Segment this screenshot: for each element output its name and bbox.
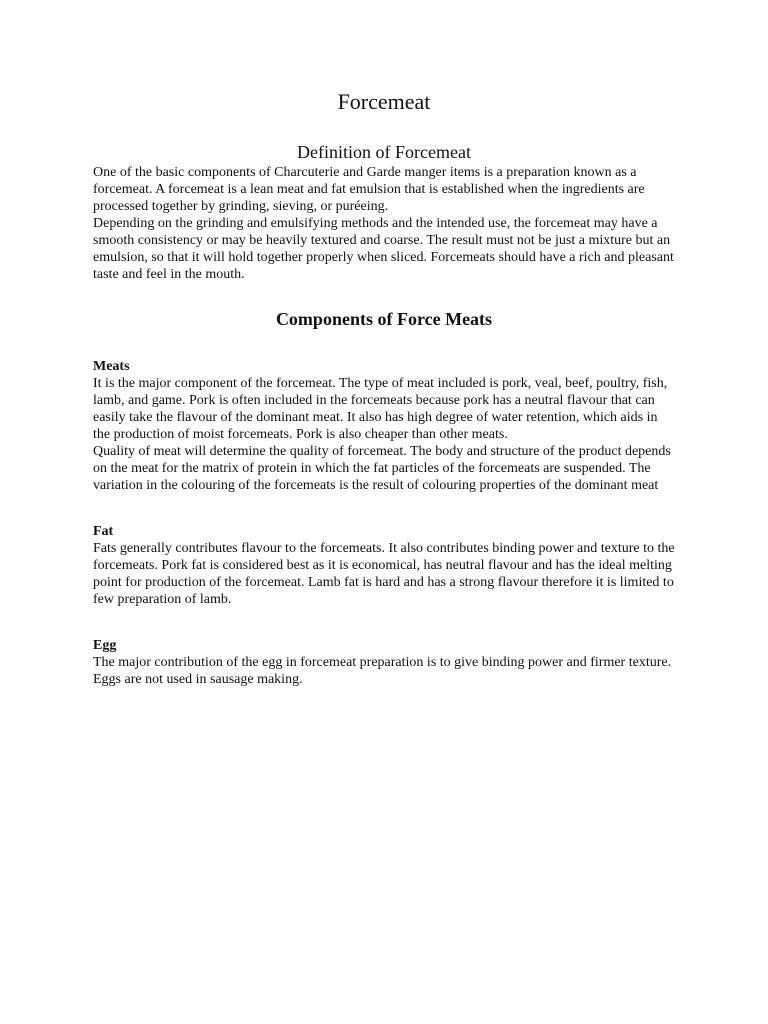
egg-heading: Egg (93, 638, 117, 653)
page-title: Forcemeat (337, 89, 431, 114)
components-heading: Components of Force Meats (275, 309, 493, 329)
meats-heading: Meats (93, 359, 130, 374)
fat-paragraph: Fats generally contributes flavour to the forcemeats. It also contributes binding power and texture to the forcemeats. Pork fat is considered best as it is economical, has neutral flavour and has the ideal melting point for production of the forcemeat. Lamb fat is hard and has a strong flavour therefore it is limited to few preparation of lamb. (93, 541, 675, 607)
fat-heading: Fat (93, 524, 114, 539)
meats-paragraph-1: It is the major component of the forcemeat. The type of meat included is pork, veal, beef, poultry, fish, lamb, and game. Pork is often included in the forcemeats because pork has a neutral flavour that can easily take the flavour of the dominant meat. It also has high degree of water retention, which aids in the production of moist forcemeats. Pork is also cheaper than other meats. (93, 376, 668, 442)
definition-heading: Definition of Forcemeat (297, 142, 471, 162)
definition-paragraph-2: Depending on the grinding and emulsifying methods and the intended use, the forcemeat may have a smooth consistency or may be heavily textured and coarse. The result must not be just a mixture but an emulsion, so that it will hold together properly when sliced. Forcemeats should have a rich and pleasant taste and feel in the mouth. (93, 216, 674, 282)
egg-paragraph: The major contribution of the egg in forcemeat preparation is to give binding power and firmer texture. Eggs are not used in sausage making. (93, 655, 672, 687)
definition-paragraph-1: One of the basic components of Charcuterie and Garde manger items is a preparation known as a forcemeat. A forcemeat is a lean meat and fat emulsion that is established when the ingredients are processed together by grinding, sieving, or puréeing. (93, 165, 645, 214)
meats-paragraph-2: Quality of meat will determine the quality of forcemeat. The body and structure of the product depends on the meat for the matrix of protein in which the fat particles of the forcemeats are suspended. The variation in the colouring of the forcemeats is the result of colouring properties of the dominant meat (93, 444, 671, 493)
